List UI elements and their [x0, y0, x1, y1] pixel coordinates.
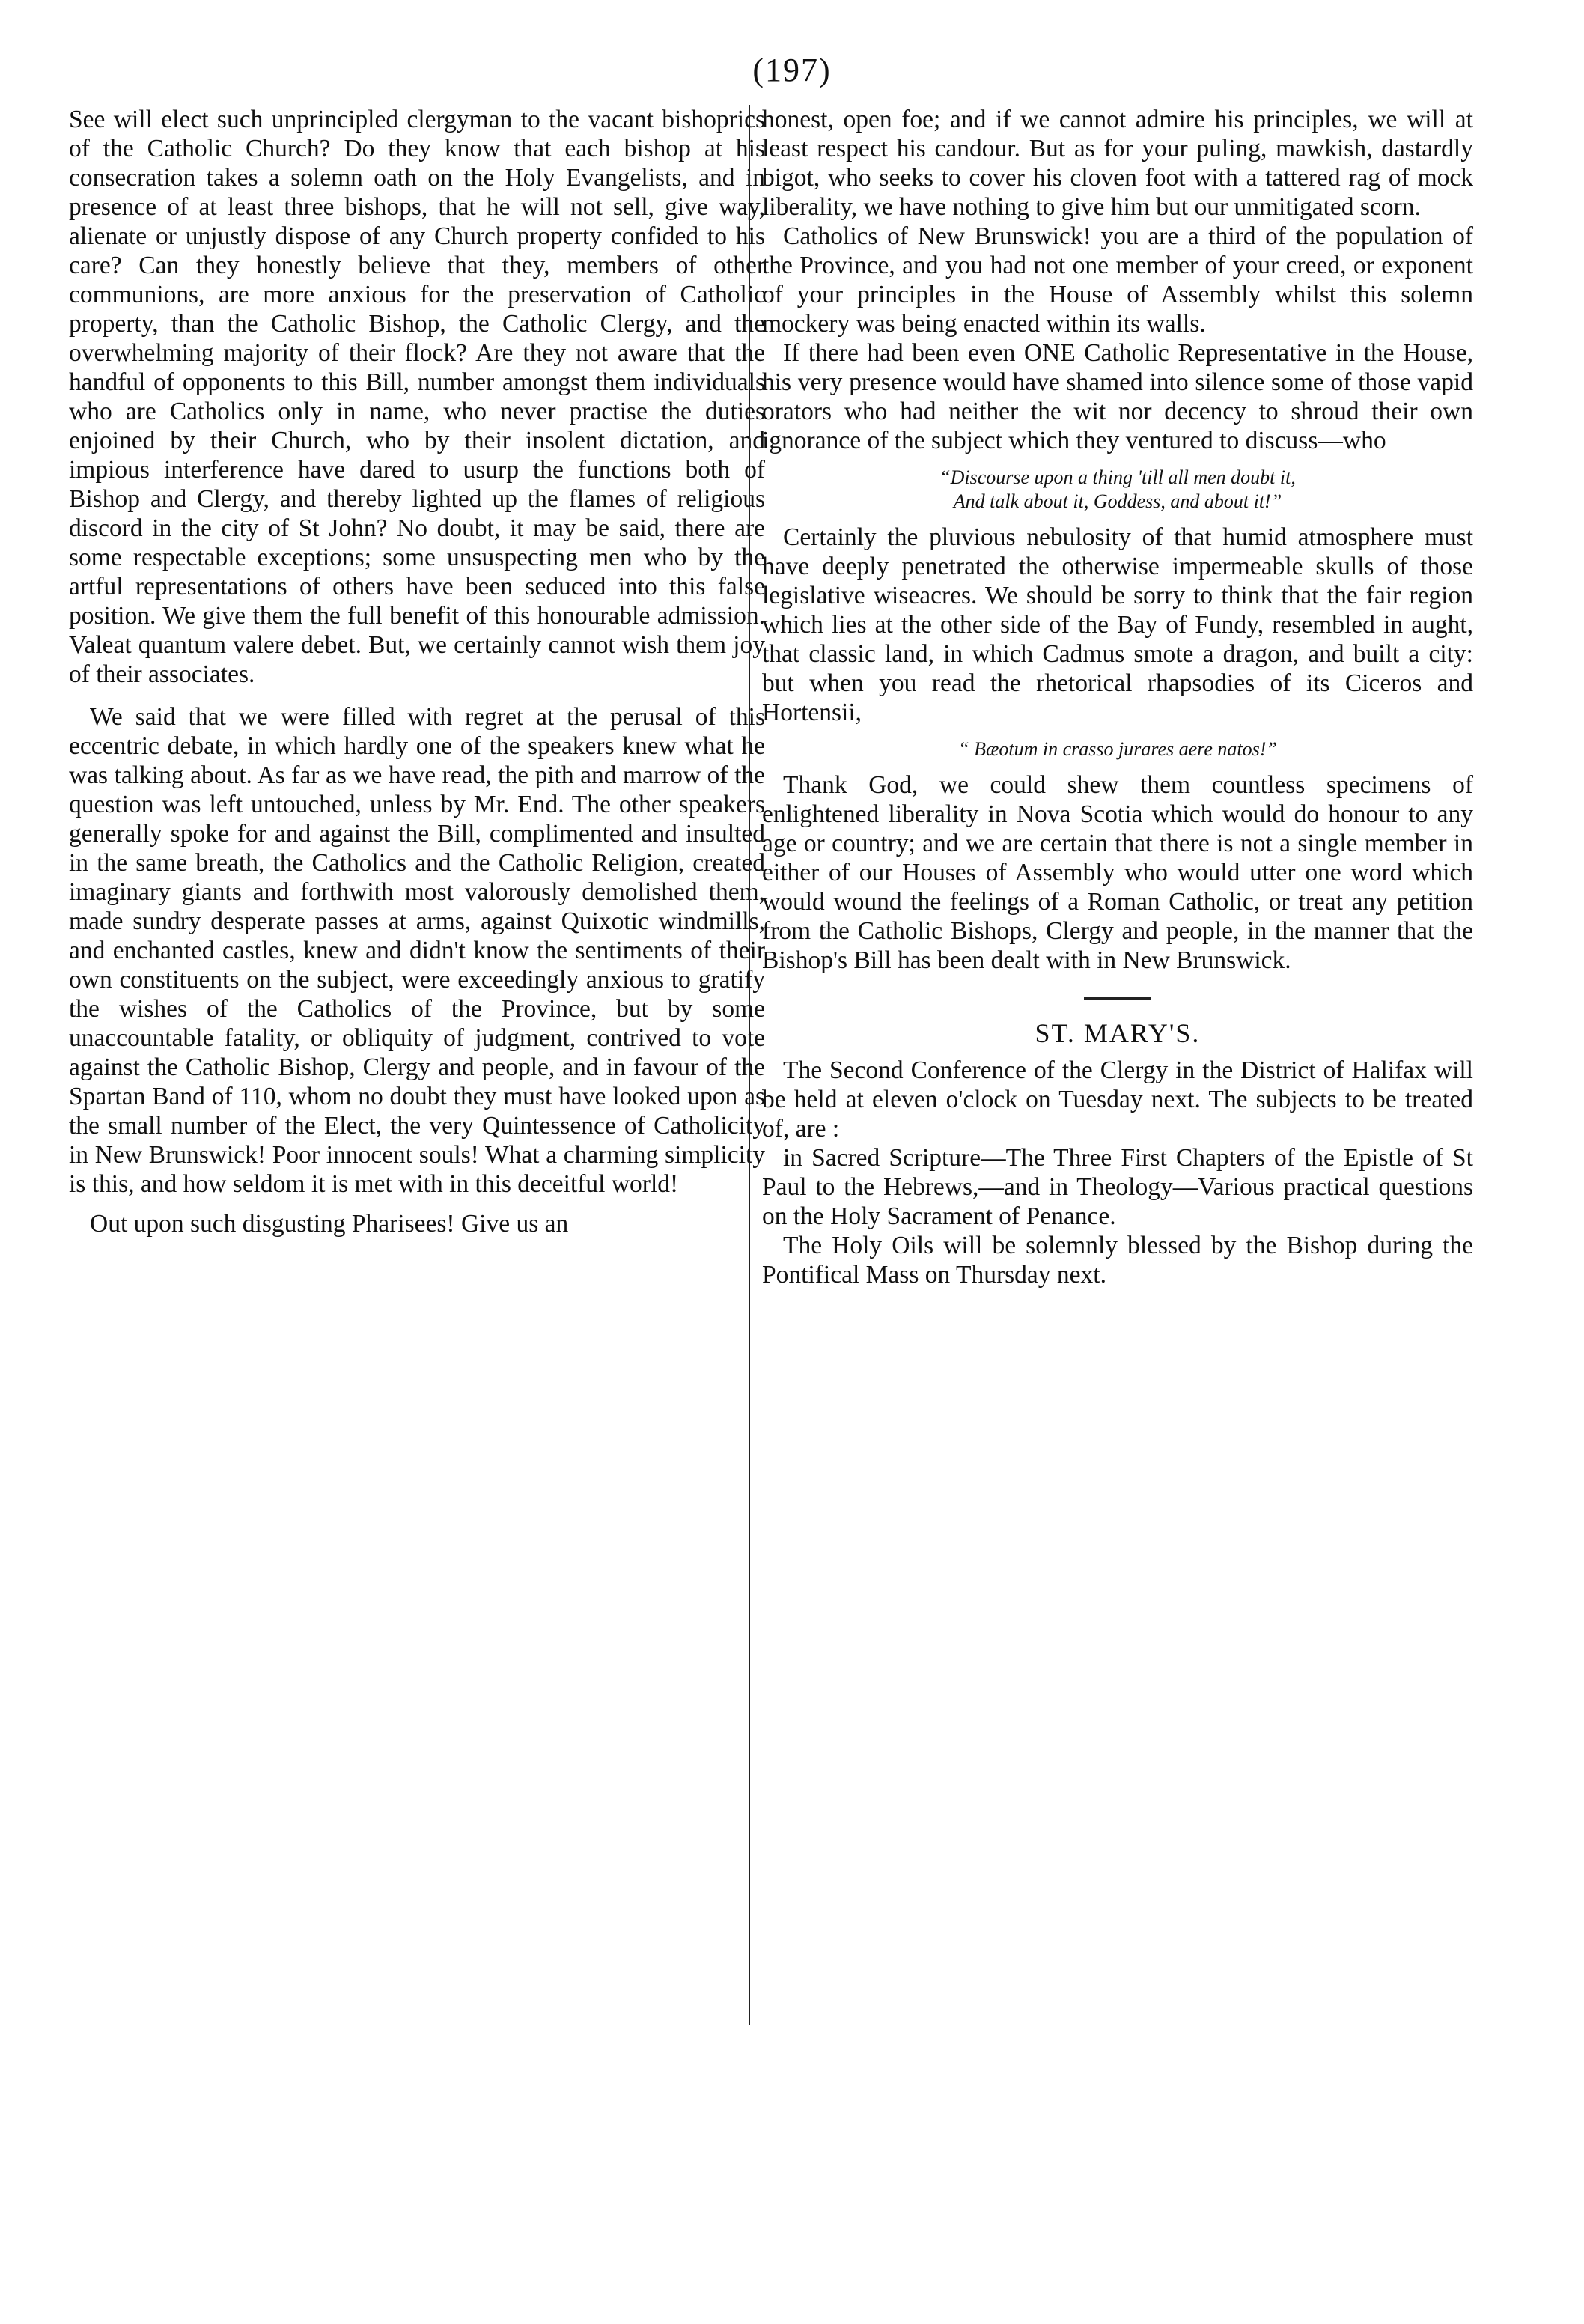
left-paragraph-1: See will elect such unprincipled clergyman to the vacant bishoprics of the Catholic Church? Do they know that each bishop at his consecration takes a solemn oath on the Holy Evangelists, and in presence of at least three bishops, that he will not sell, give way, alienate or unjustly dispose of any Church property confided to his care? Can they honestly believe that they, members of other communions, are more anxious for the preservation of Catholic property, than the Catholic Bishop, the Catholic Clergy, and the overwhelming majority of their flock? Are they not aware that the handful of opponents to this Bill, number amongst them individuals who are Catholics only in name, who never practise the duties enjoined by their Church, who by their insolent dictation, and impious interference have dared to usurp the functions both of Bishop and Clergy, and thereby lighted up the flames of religious discord in the city of St John? No doubt, it may be said, there are some respectable exceptions; some unsuspecting men who by the artful representations of others have been seduced into this false position. We give them the full benefit of this honourable admission. Valeat quantum valere debet. But, we certainly cannot wish them joy of their associates. [69, 106, 765, 688]
section-heading: ST. MARY'S. [1035, 1018, 1201, 1048]
right-paragraph-4: Certainly the pluvious nebulosity of that humid atmosphere must have deeply penetrated the otherwise impermeable skulls of those legislative wiseacres. We should be sorry to think that the fair region which lies at the other side of the Bay of Fundy, resembled in aught, that classic land, in which Cadmus smote a dragon, and built a city: but when you read the rhetorical rhapsodies of its Ciceros and Hortensii, [762, 523, 1473, 726]
page-number: (197) [752, 52, 832, 88]
latin-quote: “ Bæotum in crasso jurares aere natos!” [958, 738, 1277, 760]
section-rule [1084, 997, 1151, 1000]
verse-quote [762, 466, 1473, 514]
right-column [762, 105, 1473, 1289]
notice-paragraph-1: The Second Conference of the Clergy in the District of Halifax will be held at eleven o'clock on Tuesday next. The subjects to be treated of, are : [762, 1056, 1473, 1143]
verse-quote-line-1: “Discourse upon a thing 'till all men doubt it, [939, 466, 1296, 488]
left-paragraph-3: Out upon such disgusting Pharisees! Give us an [90, 1210, 569, 1238]
notice-paragraph-2: in Sacred Scripture—The Three First Chapters of the Epistle of St Paul to the Hebrews,—and in Theology—Various practical questions on the Holy Sacrament of Penance. [762, 1144, 1473, 1230]
right-paragraph-3: If there had been even ONE Catholic Representative in the House, his very presence would have shamed into silence some of those vapid orators who had neither the wit nor decency to shroud their own ignorance of the subject which they ventured to discuss—who [762, 339, 1473, 454]
verse-quote-line-2: And talk about it, Goddess, and about it!” [953, 490, 1282, 512]
column-divider [749, 105, 750, 2025]
right-paragraph-2: Catholics of New Brunswick! you are a third of the population of the Province, and you had not one member of your creed, or exponent of your principles in the House of Assembly whilst this solemn mockery was being enacted within its walls. [762, 222, 1473, 338]
notice-paragraph-3: The Holy Oils will be solemnly blessed by the Bishop during the Pontifical Mass on Thursday next. [762, 1232, 1473, 1289]
left-paragraph-2: We said that we were filled with regret at the perusal of this eccentric debate, in which hardly one of the speakers knew what he was talking about. As far as we have read, the pith and marrow of the question was left untouched, unless by Mr. End. The other speakers generally spoke for and against the Bill, complimented and insulted in the same breath, the Catholics and the Catholic Religion, created imaginary giants and forthwith most valorously demolished them, made sundry desperate passes at arms, against Quixotic windmills, and enchanted castles, knew and didn't know the sentiments of their own constituents on the subject, were exceedingly anxious to gratify the wishes of the Catholics of the Province, but by some unaccountable fatality, or obliquity of judgment, contrived to vote against the Catholic Bishop, Clergy and people, and in favour of the Spartan Band of 110, whom no doubt they must have looked upon as the small number of the Elect, the very Quintessence of Catholicity in New Brunswick! Poor innocent souls! What a charming simplicity is this, and how seldom it is met with in this deceitful world! [69, 703, 765, 1198]
left-column [69, 105, 765, 1238]
right-paragraph-5: Thank God, we could shew them countless specimens of enlightened liberality in Nova Scotia which would do honour to any age or country; and we are certain that there is not a single member in either of our Houses of Assembly who would utter one word which would wound the feelings of a Roman Catholic, or treat any petition from the Catholic Bishops, Clergy and people, in the manner that the Bishop's Bill has been dealt with in New Brunswick. [762, 771, 1473, 974]
right-paragraph-1: honest, open foe; and if we cannot admire his principles, we will at least respect his candour. But as for your puling, mawkish, dastardly bigot, who seeks to cover his cloven foot with a tattered rag of mock liberality, we have nothing to give him but our unmitigated scorn. [762, 106, 1473, 221]
